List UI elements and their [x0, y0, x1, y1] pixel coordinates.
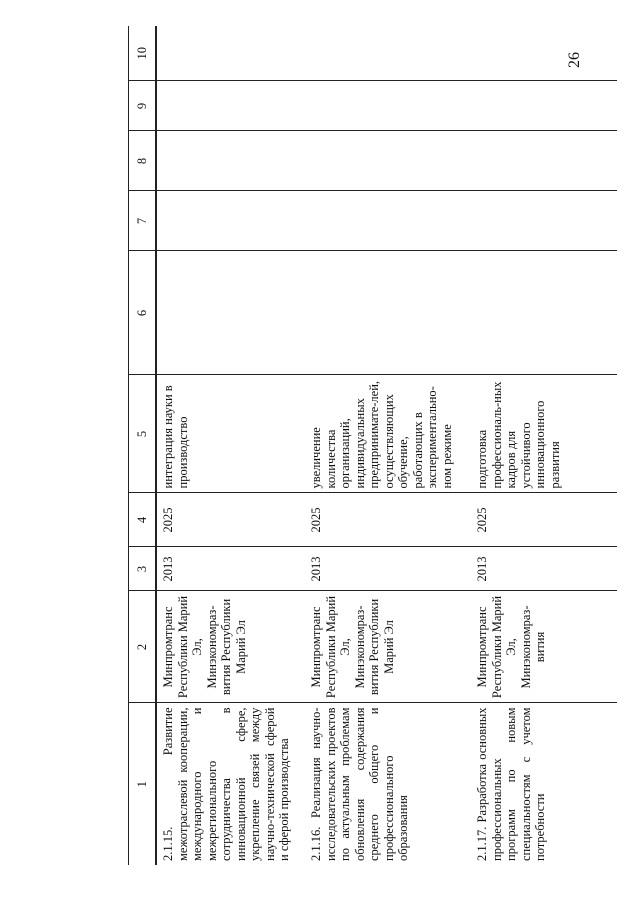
column-header: 3 — [129, 547, 157, 591]
start-year: 2013 — [305, 547, 471, 591]
responsible-executor: Минпромтранс Республики Марий Эл, Минэкономраз-вития Республики Марий Эл — [305, 591, 471, 703]
activity-name: 2.1.16. Реализация научно-исследовательских проектов по актуальным проблемам обновления содержания среднего общего и профессионального образования — [309, 707, 410, 861]
responsible-executor: Минпромтранс Республики Марий Эл, Минэкономраз-вития — [471, 591, 617, 703]
column-header: 9 — [129, 81, 157, 131]
empty-cell — [471, 251, 617, 375]
page-number: 26 — [566, 52, 583, 68]
column-header: 1 — [129, 703, 157, 865]
empty-cell — [471, 81, 617, 131]
column-header: 4 — [129, 493, 157, 547]
column-header: 6 — [129, 251, 157, 375]
column-header: 5 — [129, 375, 157, 493]
column-header: 10 — [129, 26, 157, 81]
start-year: 2013 — [471, 547, 617, 591]
empty-cell — [471, 131, 617, 191]
column-header: 7 — [129, 191, 157, 251]
empty-cell — [305, 26, 471, 81]
empty-cell — [305, 191, 471, 251]
empty-cell — [471, 191, 617, 251]
column-header: 2 — [129, 591, 157, 703]
activity-name: 2.1.15. Развитие межотраслевой кооперации, международного и межрегионального сотрудничества в инновационной сфере, укрепление связей между научно-технической сферой и сферой производства — [161, 707, 291, 861]
empty-cell — [471, 26, 617, 81]
table-row — [156, 26, 305, 865]
empty-cell — [156, 81, 305, 131]
empty-cell — [156, 131, 305, 191]
column-number-row — [129, 26, 157, 865]
table-row — [471, 26, 617, 865]
start-year: 2013 — [156, 547, 305, 591]
column-header: 8 — [129, 131, 157, 191]
end-year: 2025 — [156, 493, 305, 547]
end-year: 2025 — [305, 493, 471, 547]
empty-cell — [305, 81, 471, 131]
expected-result: подготовка профессиональ-ных кадров для устойчивого инновационного развития — [471, 375, 617, 493]
expected-result: интеграция науки в производство — [156, 375, 305, 493]
empty-cell — [156, 191, 305, 251]
program-activities-table — [128, 26, 617, 865]
empty-cell — [305, 251, 471, 375]
empty-cell — [305, 131, 471, 191]
table-row — [305, 26, 471, 865]
activity-name: 2.1.17. Разработка основных профессиональных программ по новым специальностям с учетом потребности — [475, 707, 547, 861]
end-year: 2025 — [471, 493, 617, 547]
empty-cell — [156, 26, 305, 81]
responsible-executor: Минпромтранс Республики Марий Эл, Минэкономраз-вития Республики Марий Эл — [156, 591, 305, 703]
expected-result: увеличение количества организаций, индивидуальных предпринимате-лей, осуществляющих обучение, работающих в экспериментально-ном режиме — [305, 375, 471, 493]
empty-cell — [156, 251, 305, 375]
